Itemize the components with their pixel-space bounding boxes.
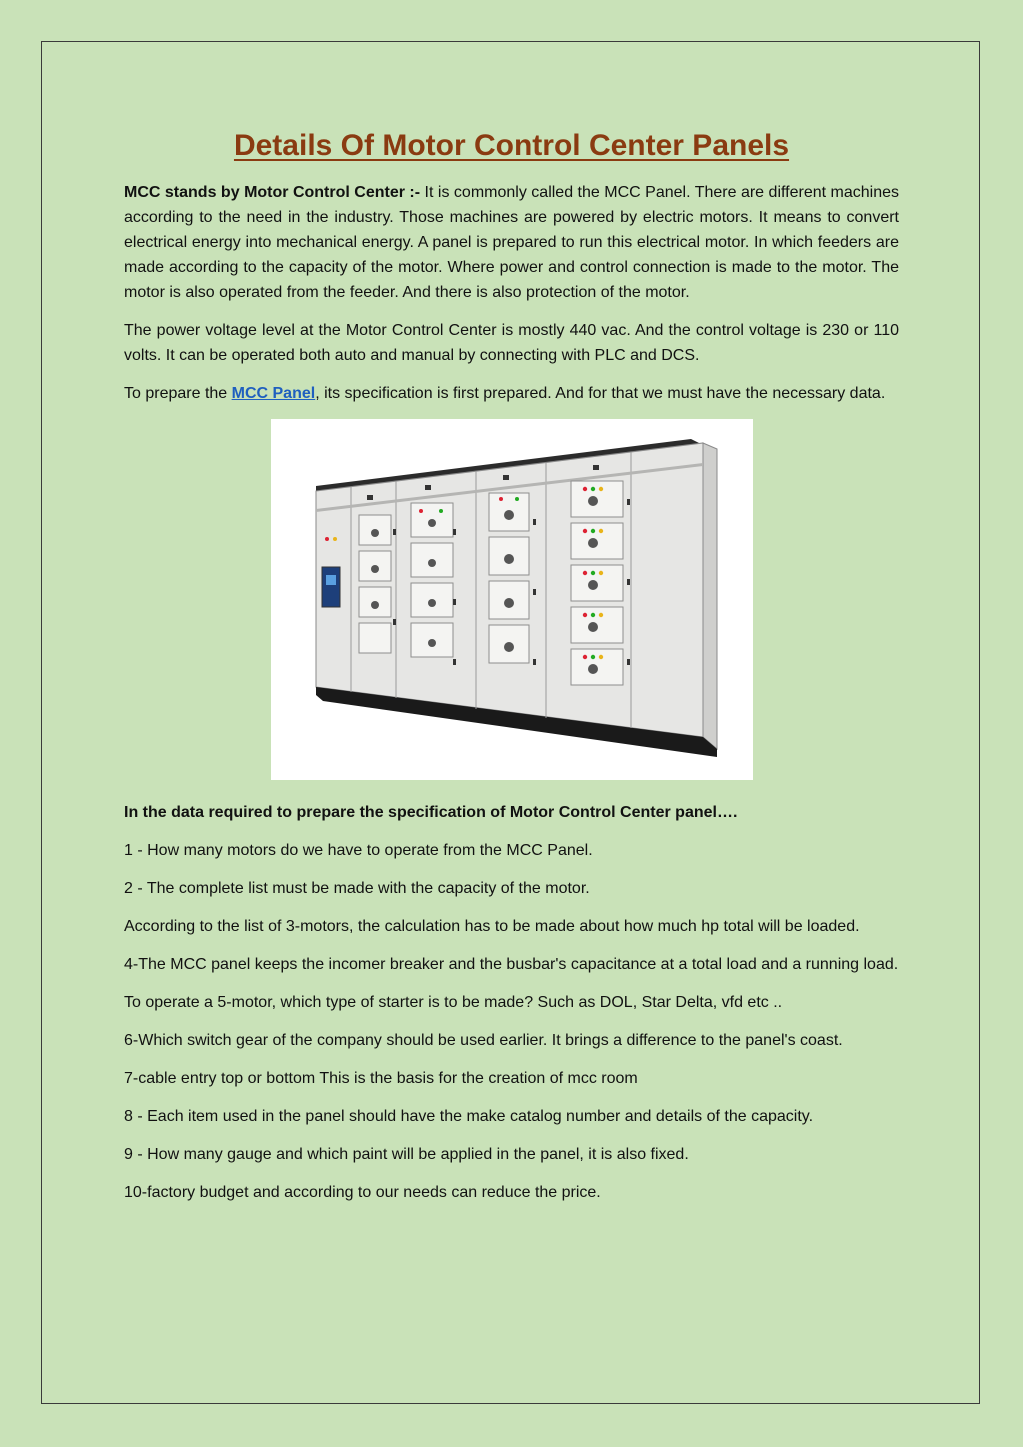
list-item: 9 - How many gauge and which paint will be applied in the panel, it is also fixed.: [124, 1146, 689, 1163]
intro-bold-lead: MCC stands by Motor Control Center :-: [124, 184, 421, 201]
list-item: 2 - The complete list must be made with the capacity of the motor.: [124, 880, 590, 897]
mcc-panel-image: [271, 419, 753, 780]
list-item: 6-Which switch gear of the company should be used earlier. It brings a difference to the panel's coast.: [124, 1032, 843, 1049]
prepare-paragraph: [124, 381, 899, 406]
voltage-paragraph: The power voltage level at the Motor Control Center is mostly 440 vac. And the control voltage is 230 or 110 volts. It can be operated both auto and manual by connecting with PLC and DCS.: [124, 322, 899, 364]
list-item: According to the list of 3-motors, the calculation has to be made about how much hp total will be loaded.: [124, 918, 860, 935]
section-heading: In the data required to prepare the specification of Motor Control Center panel….: [124, 804, 738, 821]
mcc-panel-illustration: [271, 419, 753, 780]
list-item: 10-factory budget and according to our needs can reduce the price.: [124, 1184, 601, 1201]
page-title: Details Of Motor Control Center Panels: [233, 129, 790, 162]
list-item: 7-cable entry top or bottom This is the basis for the creation of mcc room: [124, 1070, 638, 1087]
document-body: [124, 124, 899, 1218]
intro-text: It is commonly called the MCC Panel. There are different machines according to the need in the industry. Those machines are powered by electric motors. It means to convert electrical energy into mechanical energy. A panel is prepared to run this electrical motor. In which feeders are made according to the capacity of the motor. Where power and control connection is made to the motor. The motor is also operated from the feeder. And there is also protection of the motor.: [124, 184, 899, 301]
list-item: 8 - Each item used in the panel should have the make catalog number and details of the capacity.: [124, 1108, 814, 1125]
prepare-text-before: To prepare the: [124, 385, 232, 402]
list-item: To operate a 5-motor, which type of starter is to be made? Such as DOL, Star Delta, vfd etc ..: [124, 994, 783, 1011]
intro-paragraph: [124, 180, 899, 305]
list-item: 4-The MCC panel keeps the incomer breaker and the busbar's capacitance at a total load and a running load.: [124, 956, 899, 973]
prepare-text-after: , its specification is first prepared. And for that we must have the necessary data.: [315, 385, 886, 402]
mcc-panel-link[interactable]: MCC Panel: [231, 385, 316, 402]
list-item: 1 - How many motors do we have to operate from the MCC Panel.: [124, 842, 593, 859]
